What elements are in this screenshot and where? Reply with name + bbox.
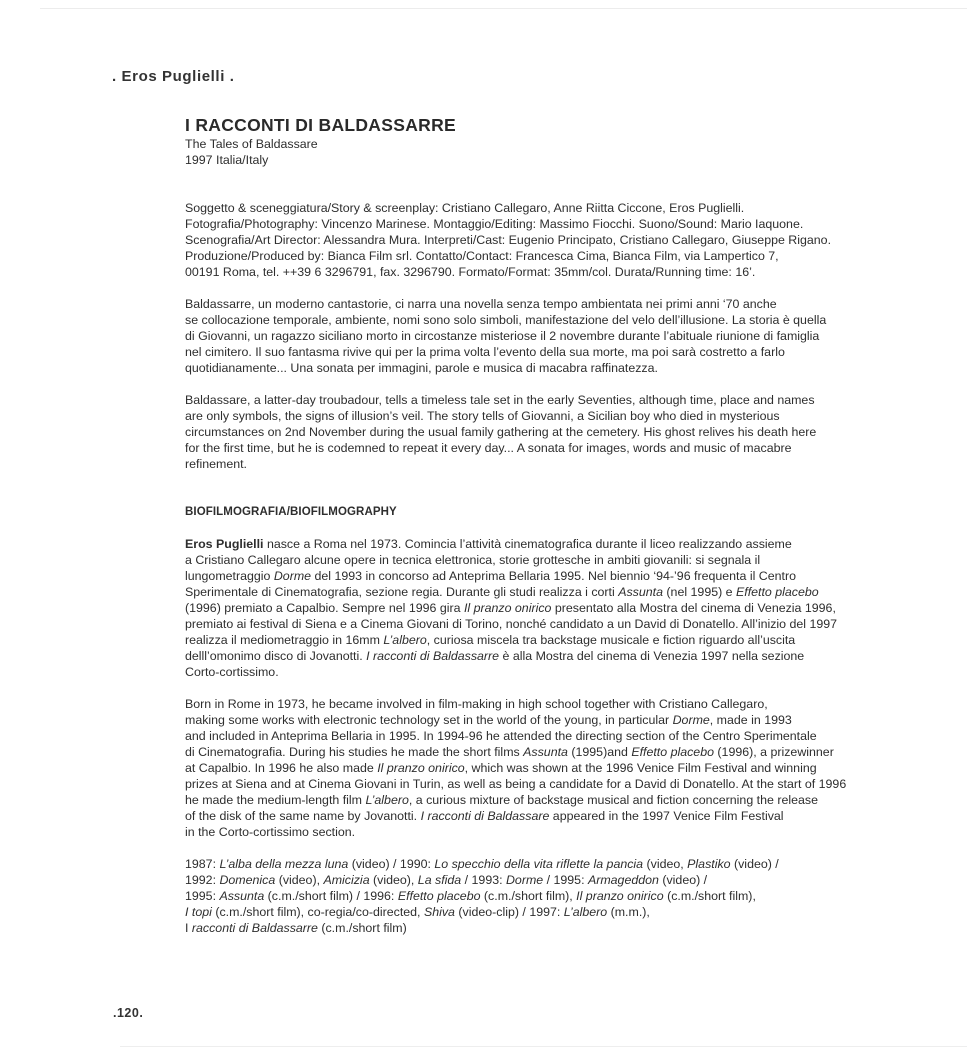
bio-line: (1996) premiato a Capalbio. Sempre nel 1996 gira Il pranzo onirico presentato alla Mostra del cinema di Venezia 1996,	[185, 601, 836, 615]
bio-line: Eros Puglielli nasce a Roma nel 1973. Comincia l’attività cinematografica durante il liceo realizzando assieme	[185, 537, 792, 551]
bio-line: in the Corto-cortissimo section.	[185, 825, 356, 839]
film-title: I RACCONTI DI BALDASSARRE	[185, 115, 456, 135]
bio-line: premiato ai festival di Siena e a Cinema Giovani di Torino, nonché candidato a un David di Donatello. All’inizio del 1997	[185, 617, 838, 631]
bio-line: Sperimentale di Cinematografia, sezione regia. Durante gli studi realizza i corti Assunta (nel 1995) e Effetto placebo	[185, 585, 819, 599]
credits-line: Produzione/Produced by: Bianca Film srl. Contatto/Contact: Francesca Cima, Bianca Film, via Lampertico 7,	[185, 249, 779, 263]
bio-line: di Cinematografia. During his studies he made the short films Assunta (1995)and Effetto placebo (1996), a prizewinner	[185, 745, 834, 759]
credits-line: Fotografia/Photography: Vincenzo Marinese. Montaggio/Editing: Massimo Fiocchi. Suono/Sound: Mario Iaquone.	[185, 217, 804, 231]
credits-line: Scenografia/Art Director: Alessandra Mura. Interpreti/Cast: Eugenio Principato, Cristiano Callegaro, Giuseppe Rigano.	[185, 233, 832, 247]
synopsis-line: Baldassare, a latter-day troubadour, tells a timeless tale set in the early Seventies, although time, place and names	[185, 393, 815, 407]
credits-paragraph	[185, 200, 897, 280]
synopsis-line: nel cimitero. Il suo fantasma rivive qui per la prima volta l’evento della sua morte, ma poi sarà costretto a farlo	[185, 345, 785, 359]
credits-line: 00191 Roma, tel. ++39 6 3296791, fax. 3296790. Formato/Format: 35mm/col. Durata/Running time: 16’.	[185, 265, 756, 279]
filmography-line: I topi (c.m./short film), co-regia/co-directed, Shiva (video-clip) / 1997: L’albero (m.m.),	[185, 905, 650, 919]
credits-line: Soggetto & sceneggiatura/Story & screenplay: Cristiano Callegaro, Anne Riitta Ciccone, Eros Puglielli.	[185, 201, 745, 215]
bio-line: of the disk of the same name by Jovanotti. I racconti di Baldassare appeared in the 1997 Venice Film Festival	[185, 809, 784, 823]
synopsis-line: di Giovanni, un ragazzo siciliano morto in circostanze misteriose il 2 novembre durante l’abituale riunione di famiglia	[185, 329, 820, 343]
author-header: . Eros Puglielli .	[112, 68, 235, 85]
film-english-title: The Tales of Baldassare	[185, 137, 318, 151]
bio-line: making some works with electronic technology set in the world of the young, in particular Dorme, made in 1993	[185, 713, 792, 727]
synopsis-italian	[185, 296, 897, 376]
synopsis-line: circumstances on 2nd November during the usual family gathering at the cemetery. His ghost relives his death here	[185, 425, 817, 439]
bio-line: lungometraggio Dorme del 1993 in concorso ad Anteprima Bellaria 1995. Nel biennio ‘94-’96 frequenta il Centro	[185, 569, 796, 583]
bio-line: and included in Anteprima Bellaria in 1995. In 1994-96 he attended the directing section of the Centro Sperimentale	[185, 729, 817, 743]
bio-line: prizes at Siena and at Cinema Giovani in Turin, as well as being a candidate for a David di Donatello. At the start of 1996	[185, 777, 847, 791]
filmography-line: I racconti di Baldassarre (c.m./short film)	[185, 921, 407, 935]
bio-line: realizza il mediometraggio in 16mm L’albero, curiosa miscela tra backstage musicale e fiction riguardo all’uscita	[185, 633, 796, 647]
filmography-line: 1995: Assunta (c.m./short film) / 1996: Effetto placebo (c.m./short film), Il pranzo onirico (c.m./short film),	[185, 889, 756, 903]
synopsis-line: se collocazione temporale, ambiente, nomi sono solo simboli, manifestazione del velo dell’illusione. La storia è quella	[185, 313, 827, 327]
synopsis-english	[185, 392, 897, 472]
filmography-line: 1992: Domenica (video), Amicizia (video), La sfida / 1993: Dorme / 1995: Armageddon (video) /	[185, 873, 708, 887]
bio-line: Born in Rome in 1973, he became involved in film-making in high school together with Cristiano Callegaro,	[185, 697, 768, 711]
biography-italian	[185, 536, 897, 680]
page-number: .120.	[113, 1006, 144, 1020]
top-rule	[40, 8, 967, 9]
section-title-biofilmography: BIOFILMOGRAFIA/BIOFILMOGRAPHY	[185, 506, 397, 518]
content-column	[185, 114, 897, 936]
synopsis-line: Baldassarre, un moderno cantastorie, ci narra una novella senza tempo ambientata nei primi anni ‘70 anche	[185, 297, 777, 311]
filmography-line: 1987: L’alba della mezza luna (video) / 1990: Lo specchio della vita riflette la pancia (video, Plastiko (video) /	[185, 857, 779, 871]
film-year-country: 1997 Italia/Italy	[185, 153, 269, 167]
synopsis-line: for the first time, but he is codemned to repeat it every day... A sonata for images, words and music of macabre	[185, 441, 792, 455]
synopsis-line: are only symbols, the signs of illusion’s veil. The story tells of Giovanni, a Sicilian boy who died in mysterious	[185, 409, 780, 423]
bottom-rule	[120, 1046, 967, 1047]
bio-line: Corto-cortissimo.	[185, 665, 279, 679]
biography-english	[185, 696, 897, 840]
filmography-list	[185, 856, 897, 936]
bio-line: delll’omonimo disco di Jovanotti. I racconti di Baldassarre è alla Mostra del cinema di Venezia 1997 nella sezione	[185, 649, 805, 663]
director-name: Eros Puglielli	[185, 537, 264, 551]
synopsis-line: refinement.	[185, 457, 247, 471]
bio-line: a Cristiano Callegaro alcune opere in tecnica elettronica, storie grottesche in ambiti giovanili: si segnala il	[185, 553, 761, 567]
synopsis-line: quotidianamente... Una sonata per immagini, parole e musica di macabra raffinatezza.	[185, 361, 658, 375]
bio-line: at Capalbio. In 1996 he also made Il pranzo onirico, which was shown at the 1996 Venice Film Festival and winning	[185, 761, 817, 775]
bio-line: he made the medium-length film L’albero, a curious mixture of backstage musical and fiction concerning the release	[185, 793, 818, 807]
